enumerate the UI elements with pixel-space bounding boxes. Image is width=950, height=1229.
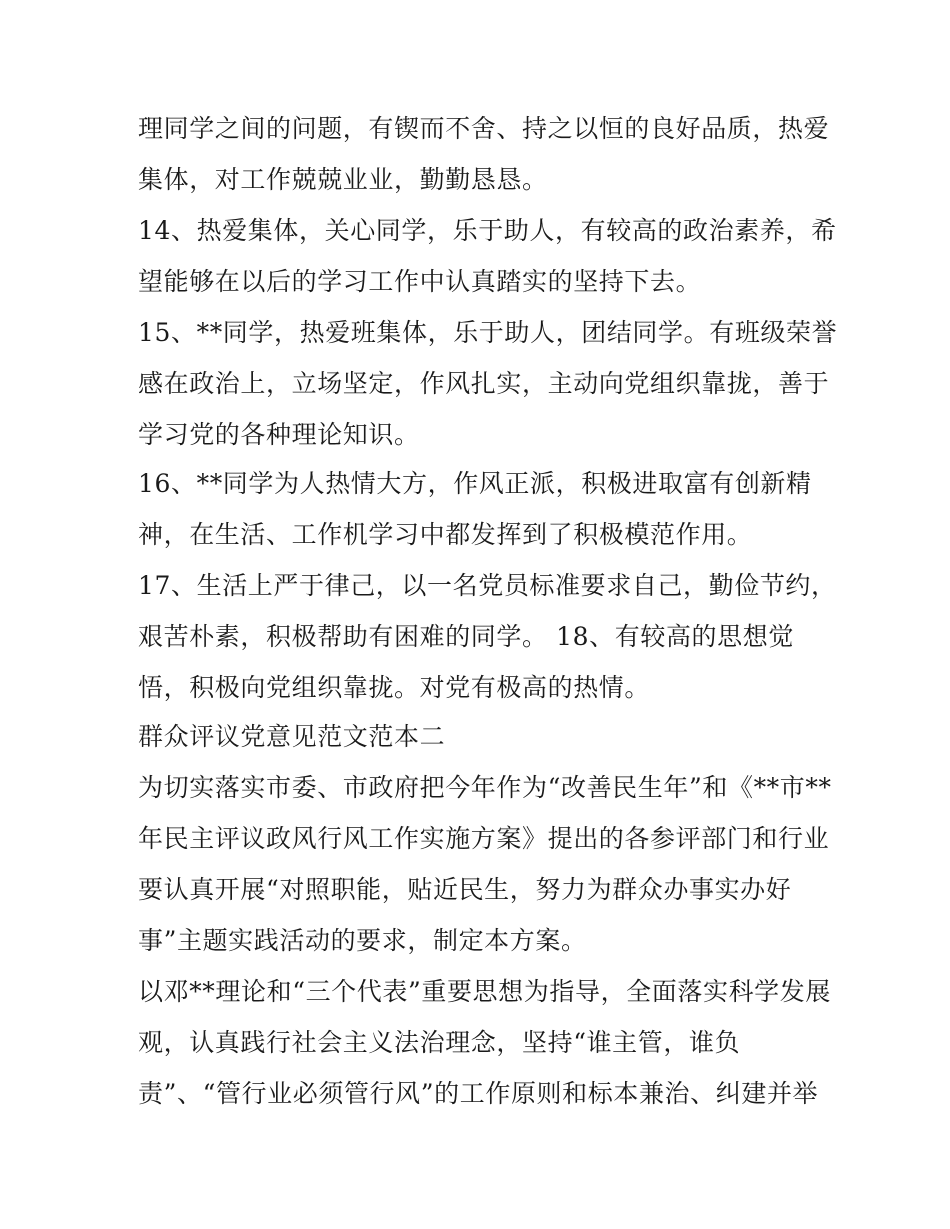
text-line-15: 年民主评议政风行风工作实施方案》提出的各参评部门和行业 (138, 824, 830, 853)
text-line-18: 以邓**理论和“三个代表”重要思想为指导，全面落实科学发展 (138, 977, 831, 1006)
text-line-7: 学习党的各种理论知识。 (138, 420, 420, 449)
text-line-5: 15、**同学，热爱班集体，乐于助人，团结同学。有班级荣誉 (138, 318, 838, 347)
text-line-14: 为切实落实市委、市政府把今年作为“改善民生年”和《**市** (138, 773, 832, 802)
text-line-17: 事”主题实践活动的要求，制定本方案。 (138, 926, 587, 955)
text-line-10: 17、生活上严于律己，以一名党员标准要求自己，勤俭节约， (138, 571, 837, 600)
text-line-2: 集体，对工作兢兢业业，勤勤恳恳。 (138, 165, 548, 194)
text-line-19: 观，认真践行社会主义法治理念，坚持“谁主管，谁负 (138, 1028, 741, 1057)
text-line-1: 理同学之间的问题，有锲而不舍、持之以恒的良好品质，热爱 (138, 114, 830, 143)
section-heading: 群众评议党意见范文范本二 (138, 722, 446, 751)
text-line-9: 神，在生活、工作机学习中都发挥到了积极模范作用。 (138, 520, 753, 549)
text-line-12: 悟，积极向党组织靠拢。对党有极高的热情。 (138, 673, 651, 702)
text-line-20: 责”、“管行业必须管行风”的工作原则和标本兼治、纠建并举 (138, 1079, 819, 1108)
text-line-8: 16、**同学为人热情大方，作风正派，积极进取富有创新精 (138, 469, 812, 498)
text-line-11: 艰苦朴素，积极帮助有困难的同学。 18、有较高的思想觉 (138, 622, 794, 651)
text-line-6: 感在政治上，立场坚定，作风扎实，主动向党组织靠拢，善于 (138, 369, 830, 398)
text-line-4: 望能够在以后的学习工作中认真踏实的坚持下去。 (138, 267, 702, 296)
text-line-3: 14、热爱集体，关心同学，乐于助人，有较高的政治素养，希 (138, 216, 837, 245)
text-line-16: 要认真开展“对照职能，贴近民生，努力为群众办事实办好 (138, 875, 792, 904)
